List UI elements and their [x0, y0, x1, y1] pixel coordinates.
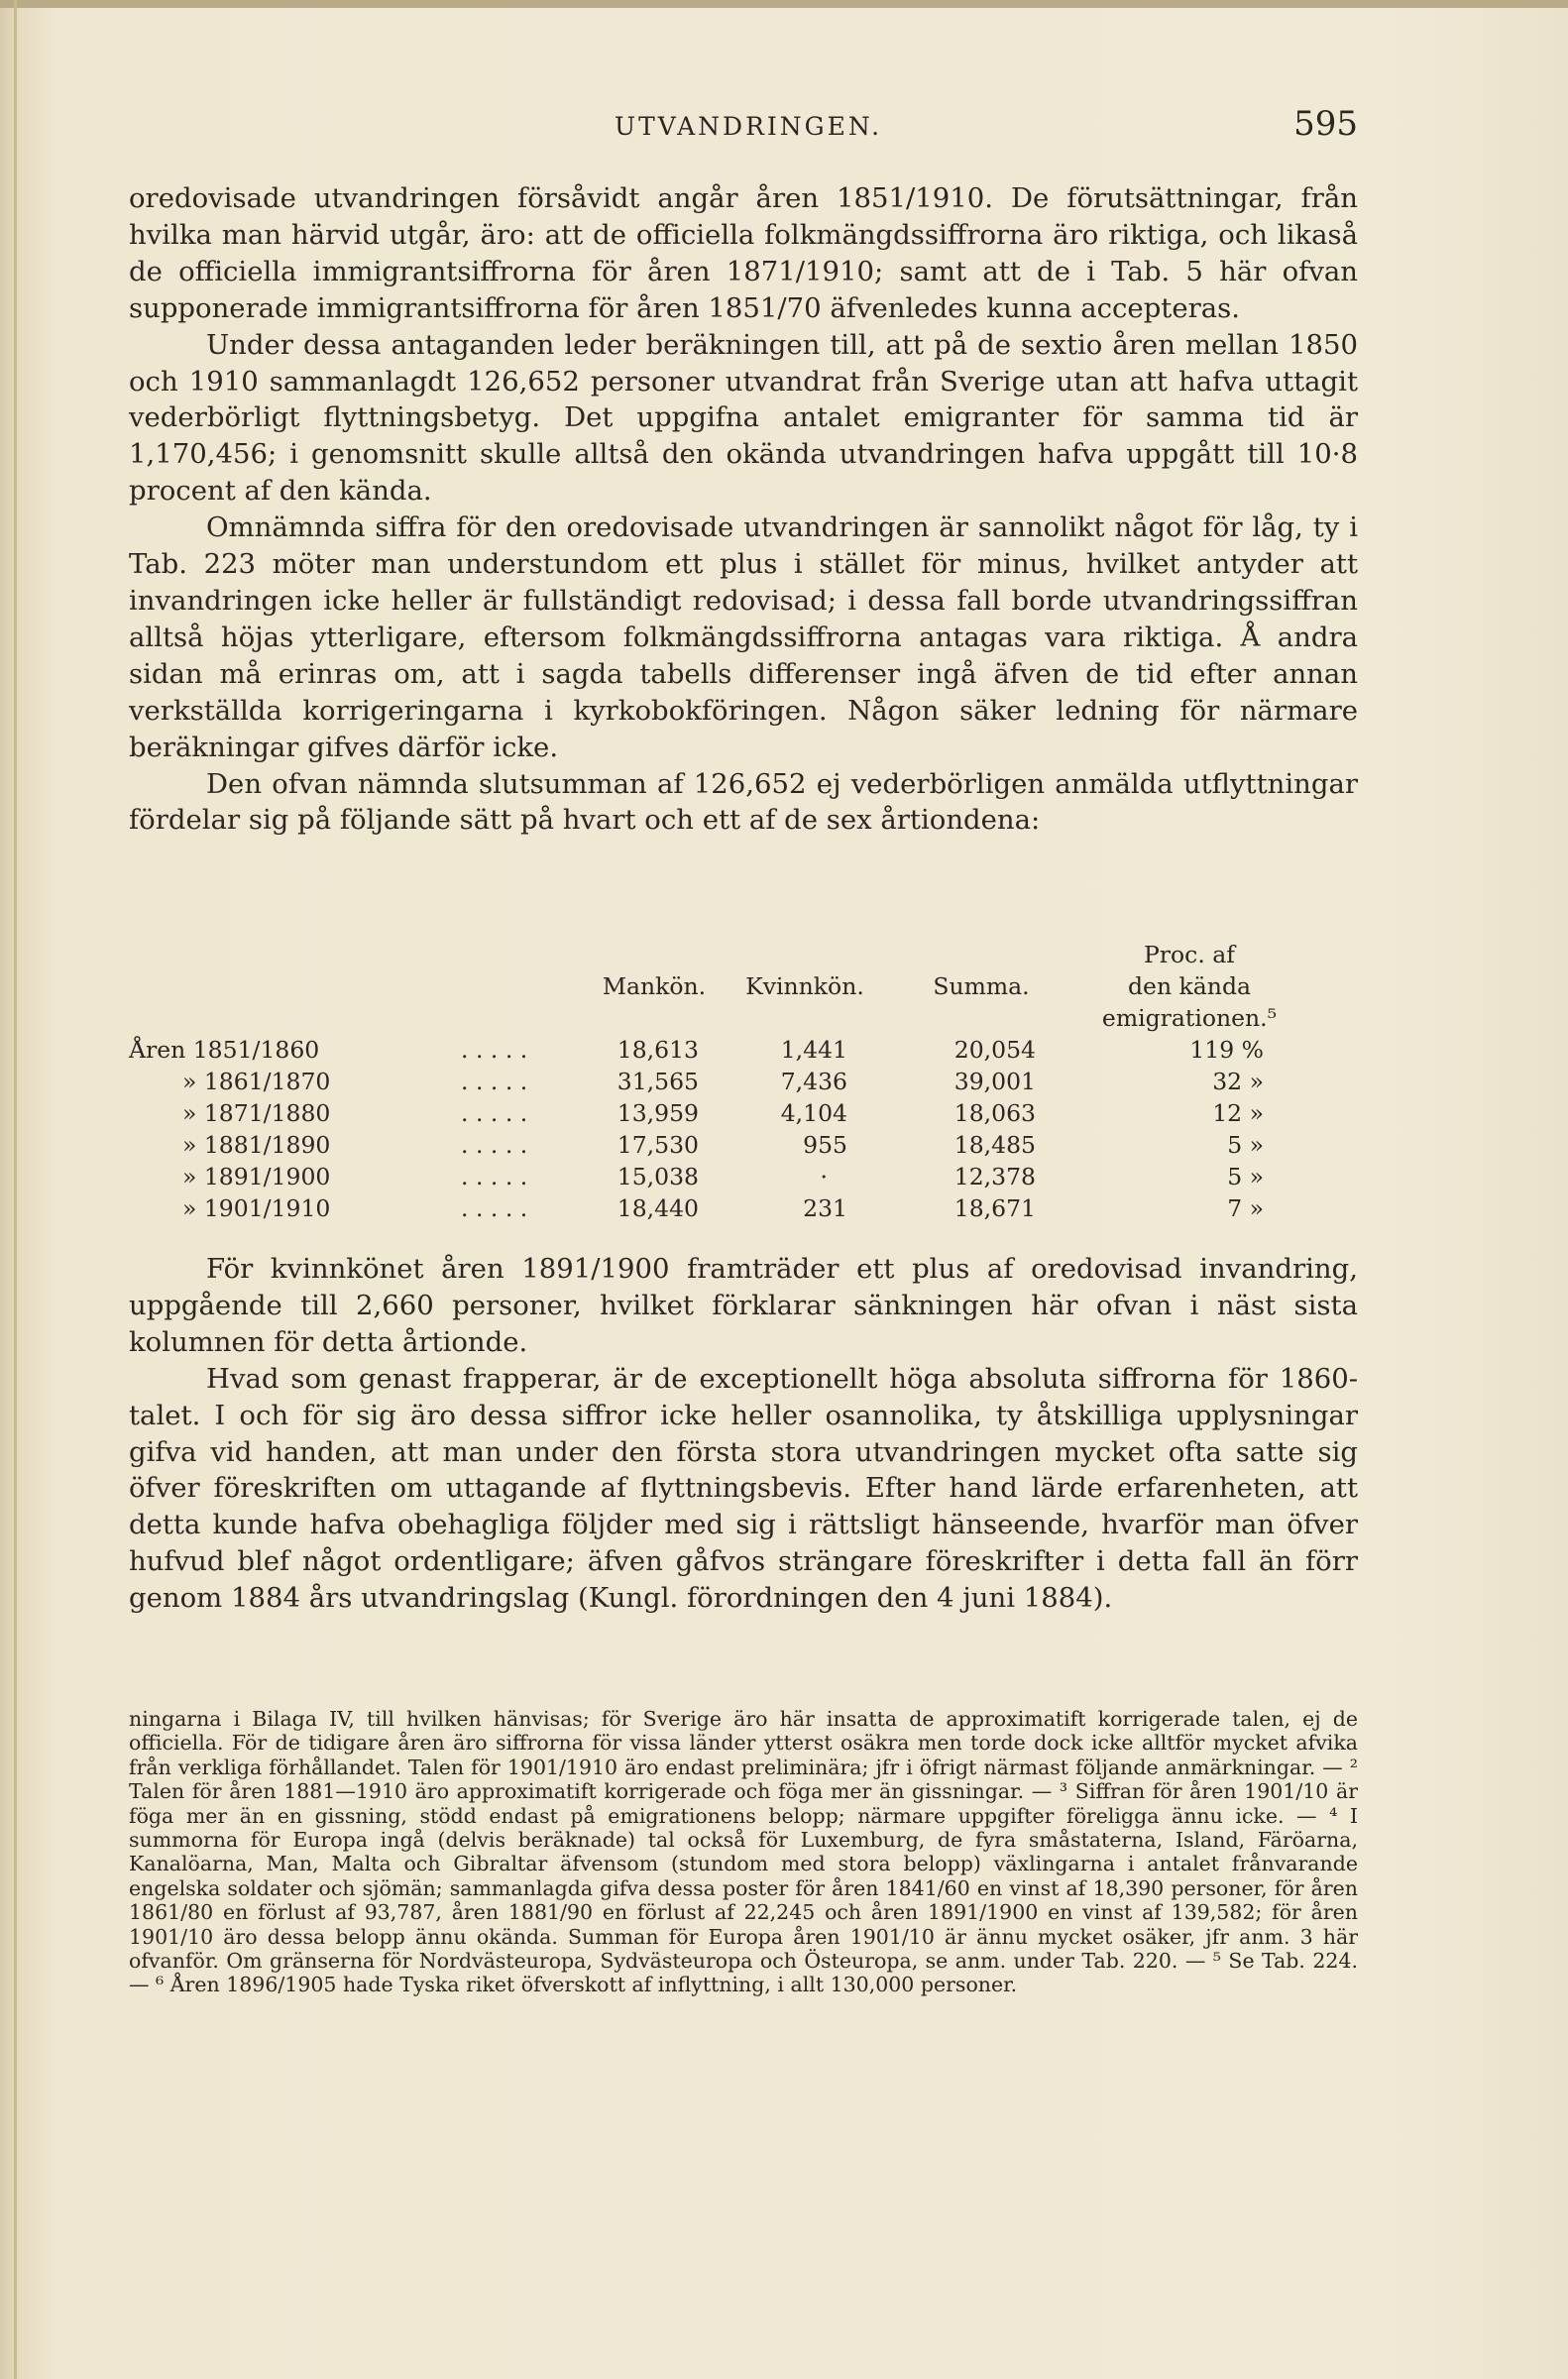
running-head: UTVANDRINGEN.: [615, 112, 883, 141]
header-women: Kvinnkön.: [745, 972, 864, 1000]
paragraph: oredovisade utvandringen försåvidt angår åren 1851/1910. De förutsättningar, från hvilka man härvid utgår, äro: att de officiella folkmängdssiffrorna äro riktiga, och likaså de officiella immigrantsiffrorna för åren 1871/1910; samt att de i Tab. 5 här ofvan supponerade immigrantsiffrorna för åren 1851/70 äfvenledes kunna accepteras.: [129, 182, 1358, 324]
table-row: [129, 1194, 1358, 1226]
cell-sum: 12,378: [953, 1163, 1036, 1190]
header-men: Mankön.: [602, 972, 707, 1000]
cell-men: 15,038: [616, 1163, 699, 1190]
cell-women: 1,441: [780, 1036, 847, 1064]
paragraph: Den ofvan nämnda slutsumman af 126,652 ej vederbörligen anmälda utflyttningar fördelar sig på följande sätt på hvart och ett af de sex årtiondena:: [129, 767, 1358, 837]
cell-men: 18,613: [616, 1036, 699, 1064]
cell-men: 13,959: [616, 1099, 699, 1127]
main-text-continued: [129, 1251, 1358, 1617]
leader-dots: . . . . .: [461, 1099, 528, 1127]
table-row: [129, 1163, 1358, 1194]
cell-sum: 18,485: [953, 1131, 1036, 1159]
cell-pct: 5 »: [1227, 1163, 1264, 1190]
row-label: » 1881/1890: [182, 1131, 331, 1159]
table-row: [129, 1131, 1358, 1163]
cell-women: 231: [803, 1194, 847, 1222]
cell-women: ·: [820, 1163, 828, 1190]
cell-sum: 18,671: [953, 1194, 1036, 1222]
leader-dots: . . . . .: [461, 1163, 528, 1190]
binding-edge: [14, 0, 17, 2379]
header-pct-line1: Proc. af: [1143, 941, 1235, 968]
cell-women: 7,436: [780, 1068, 847, 1095]
header-pct-line2: den kända: [1128, 972, 1251, 1000]
leader-dots: . . . . .: [461, 1131, 528, 1159]
cell-pct: 119 %: [1189, 1036, 1264, 1064]
paragraph: För kvinnkönet åren 1891/1900 framträder ett plus af oredovisad invandring, uppgående till 2,660 personer, hvilket förklarar sänkningen här ofvan i näst sista kolumnen för detta årtionde.: [129, 1253, 1358, 1358]
cell-pct: 12 »: [1212, 1099, 1264, 1127]
page-header: [129, 104, 1358, 154]
table-header: [129, 932, 1358, 1036]
top-rule: [0, 0, 1568, 8]
paragraph: Hvad som genast frapperar, är de exceptionellt höga absoluta siffrorna för 1860-talet. I och för sig äro dessa siffror icke heller osannolika, ty åtskilliga upplysningar gifva vid handen, att man under den första stora utvandringen mycket ofta satte sig öfver föreskriften om uttagande af flyttningsbevis. Efter hand lärde erfarenheten, att detta kunde hafva obehagliga följder med sig i rättsligt hänseende, hvarför man öfver hufvud blef något ordentligare; äfven gåfvos strängare föreskrifter i detta fall än förr genom 1884 års utvandringslag (Kungl. förordningen den 4 juni 1884).: [129, 1362, 1358, 1615]
table-row: [129, 1036, 1358, 1068]
leader-dots: . . . . .: [461, 1194, 528, 1222]
row-label: » 1861/1870: [182, 1068, 331, 1095]
header-sum: Summa.: [933, 972, 1030, 1000]
paragraph: Omnämnda siffra för den oredovisade utvandringen är sannolikt något för låg, ty i Tab. 223 möter man understundom ett plus i stället för minus, hvilket antyder att invandringen icke heller är fullständigt redovisad; i dessa fall borde utvandringssiffran alltså höjas ytterligare, eftersom folkmängdssiffrorna antagas vara riktiga. Å andra sidan må erinras om, att i sagda tabells differenser ingå äfven de tid efter annan verkställda korrigeringarna i kyrkobokföringen. Någon säker ledning för närmare beräkningar gifves därför icke.: [129, 511, 1358, 763]
cell-pct: 5 »: [1227, 1131, 1264, 1159]
emigration-table: [129, 932, 1358, 1226]
header-pct-line3: emigrationen.⁵: [1101, 1004, 1278, 1032]
cell-women: 4,104: [780, 1099, 847, 1127]
footnotes: [129, 1707, 1358, 1997]
main-text: [129, 180, 1358, 839]
leader-dots: . . . . .: [461, 1068, 528, 1095]
leader-dots: . . . . .: [461, 1036, 528, 1064]
row-label: » 1901/1910: [182, 1194, 331, 1222]
row-label: Åren 1851/1860: [129, 1036, 320, 1064]
cell-women: 955: [803, 1131, 847, 1159]
row-label: » 1891/1900: [182, 1163, 331, 1190]
cell-sum: 20,054: [953, 1036, 1036, 1064]
cell-sum: 39,001: [953, 1068, 1036, 1095]
cell-men: 17,530: [616, 1131, 699, 1159]
table-row: [129, 1068, 1358, 1099]
paragraph: Under dessa antaganden leder beräkningen till, att på de sextio åren mellan 1850 och 1910 sammanlagdt 126,652 personer utvandrat från Sverige utan att hafva uttagit vederbörligt flyttningsbetyg. Det uppgifna antalet emigranter för samma tid är 1,170,456; i genomsnitt skulle alltså den okända utvandringen hafva uppgått till 10·8 procent af den kända.: [129, 328, 1358, 508]
cell-men: 18,440: [616, 1194, 699, 1222]
cell-men: 31,565: [616, 1068, 699, 1095]
footnote-text: ningarna i Bilaga IV, till hvilken hänvisas; för Sverige äro här insatta de approximatift korrigerade talen, ej de officiella. För de tidigare åren äro siffrorna för vissa länder ytterst osäkra men torde dock icke alltför mycket afvika från verkliga förhållandet. Talen för 1901/1910 äro endast preliminära; jfr i öfrigt närmast följande anmärkningar. — ² Talen för åren 1881—1910 äro approximatift korrigerade och föga mer än gissningar. — ³ Siffran för åren 1901/10 är föga mer än en gissning, stödd endast på emigrationens belopp; närmare uppgifter föreligga ännu icke. — ⁴ I summorna för Europa ingå (delvis beräknade) tal också för Luxemburg, de fyra småstaterna, Island, Färöarna, Kanalöarna, Man, Malta och Gibraltar äfvensom (stundom med stora belopp) växlingarna i antalet frånvarande engelska soldater och sjömän; sammanlagda gifva dessa poster för åren 1841/60 en vinst af 18,390 personer, för åren 1861/80 en förlust af 93,787, åren 1881/90 en förlust af 22,245 och åren 1891/1900 en vinst af 139,582; för åren 1901/10 äro dessa belopp ännu okända. Summan för Europa åren 1901/10 är ännu mycket osäker, jfr anm. 3 här ofvanför. Om gränserna för Nordvästeuropa, Sydvästeuropa och Östeuropa, se anm. under Tab. 220. — ⁵ Se Tab. 224. — ⁶ Åren 1896/1905 hade Tyska riket öfverskott af inflyttning, i allt 130,000 personer.: [129, 1707, 1358, 1997]
cell-pct: 32 »: [1212, 1068, 1264, 1095]
table-row: [129, 1099, 1358, 1131]
row-label: » 1871/1880: [182, 1099, 331, 1127]
page-number: 595: [1293, 104, 1358, 144]
cell-sum: 18,063: [953, 1099, 1036, 1127]
cell-pct: 7 »: [1227, 1194, 1264, 1222]
